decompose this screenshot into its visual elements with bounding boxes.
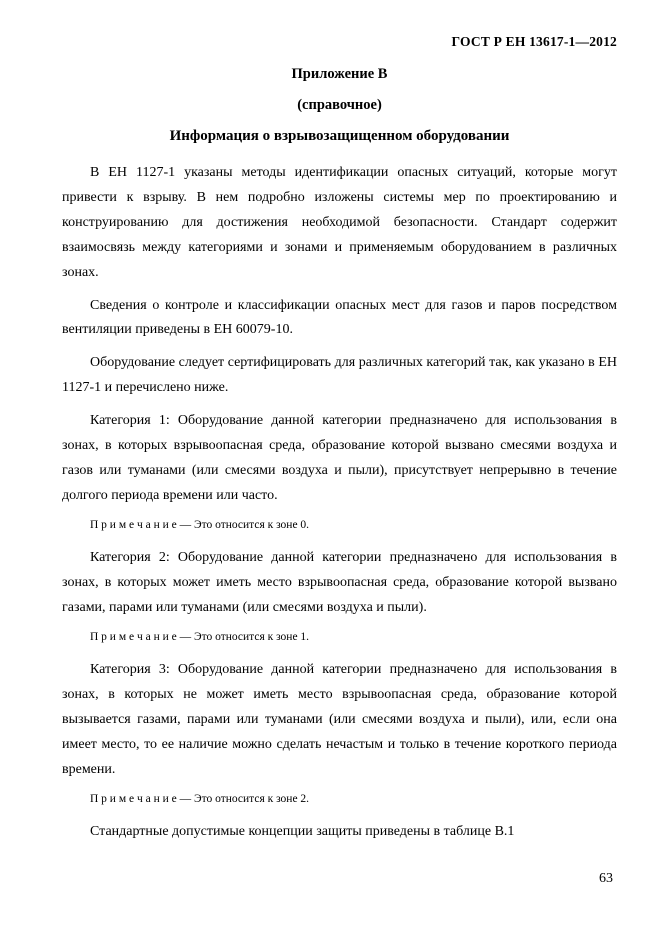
- paragraph-certification: Оборудование следует сертифицировать для различных категорий так, как указано в ЕН 1127-1 и перечислено ниже.: [62, 355, 617, 396]
- note-zone-2: П р и м е ч а н и е — Это относится к зоне 2.: [90, 792, 310, 805]
- paragraph-intro: В ЕН 1127-1 указаны методы идентификации опасных ситуаций, которые могут привести к взрыву. В нем подробно изложены системы мер по проектированию и конструированию для достижения необходимой безопасности. Стандарт содержит взаимосвязь между категориями и зонами и применяемым оборудованием в различных зонах.: [62, 165, 617, 280]
- paragraph-ventilation: Сведения о контроле и классификации опасных мест для газов и паров посредством вентиляции приведены в ЕН 60079-10.: [62, 297, 617, 338]
- document-number: ГОСТ Р ЕН 13617-1—2012: [451, 34, 617, 49]
- appendix-heading: Приложение В: [291, 66, 388, 82]
- appendix-type-heading: (справочное): [297, 97, 382, 113]
- paragraph-category-2: Категория 2: Оборудование данной категории предназначено для использования в зонах, в которых может иметь место взрывоопасная среда, образование которой вызвано газами, парами или туманами (или смесями воздуха и пыли).: [62, 550, 617, 615]
- paragraph-protection-concepts: Стандартные допустимые концепции защиты приведены в таблице В.1: [90, 823, 515, 839]
- appendix-title: Информация о взрывозащищенном оборудовании: [169, 128, 510, 144]
- note-zone-0: П р и м е ч а н и е — Это относится к зоне 0.: [90, 518, 310, 531]
- note-zone-1: П р и м е ч а н и е — Это относится к зоне 1.: [90, 630, 310, 643]
- paragraph-category-3: Категория 3: Оборудование данной категории предназначено для использования в зонах, в которых не может иметь место взрывоопасная среда, образование которой вызывается газами, парами или туманами (или смесями воздуха и пыли), или, если она имеет место, то ее наличие можно сделать нечастым и только в течение короткого периода времени.: [62, 662, 617, 777]
- paragraph-category-1: Категория 1: Оборудование данной категории предназначено для использования в зонах, в которых взрывоопасная среда, образование которой вызвано смесями воздуха и газов или туманами (или смесями воздуха и пыли), присутствует непрерывно в течение долгого периода времени или часто.: [62, 413, 617, 503]
- page-number: 63: [599, 871, 613, 886]
